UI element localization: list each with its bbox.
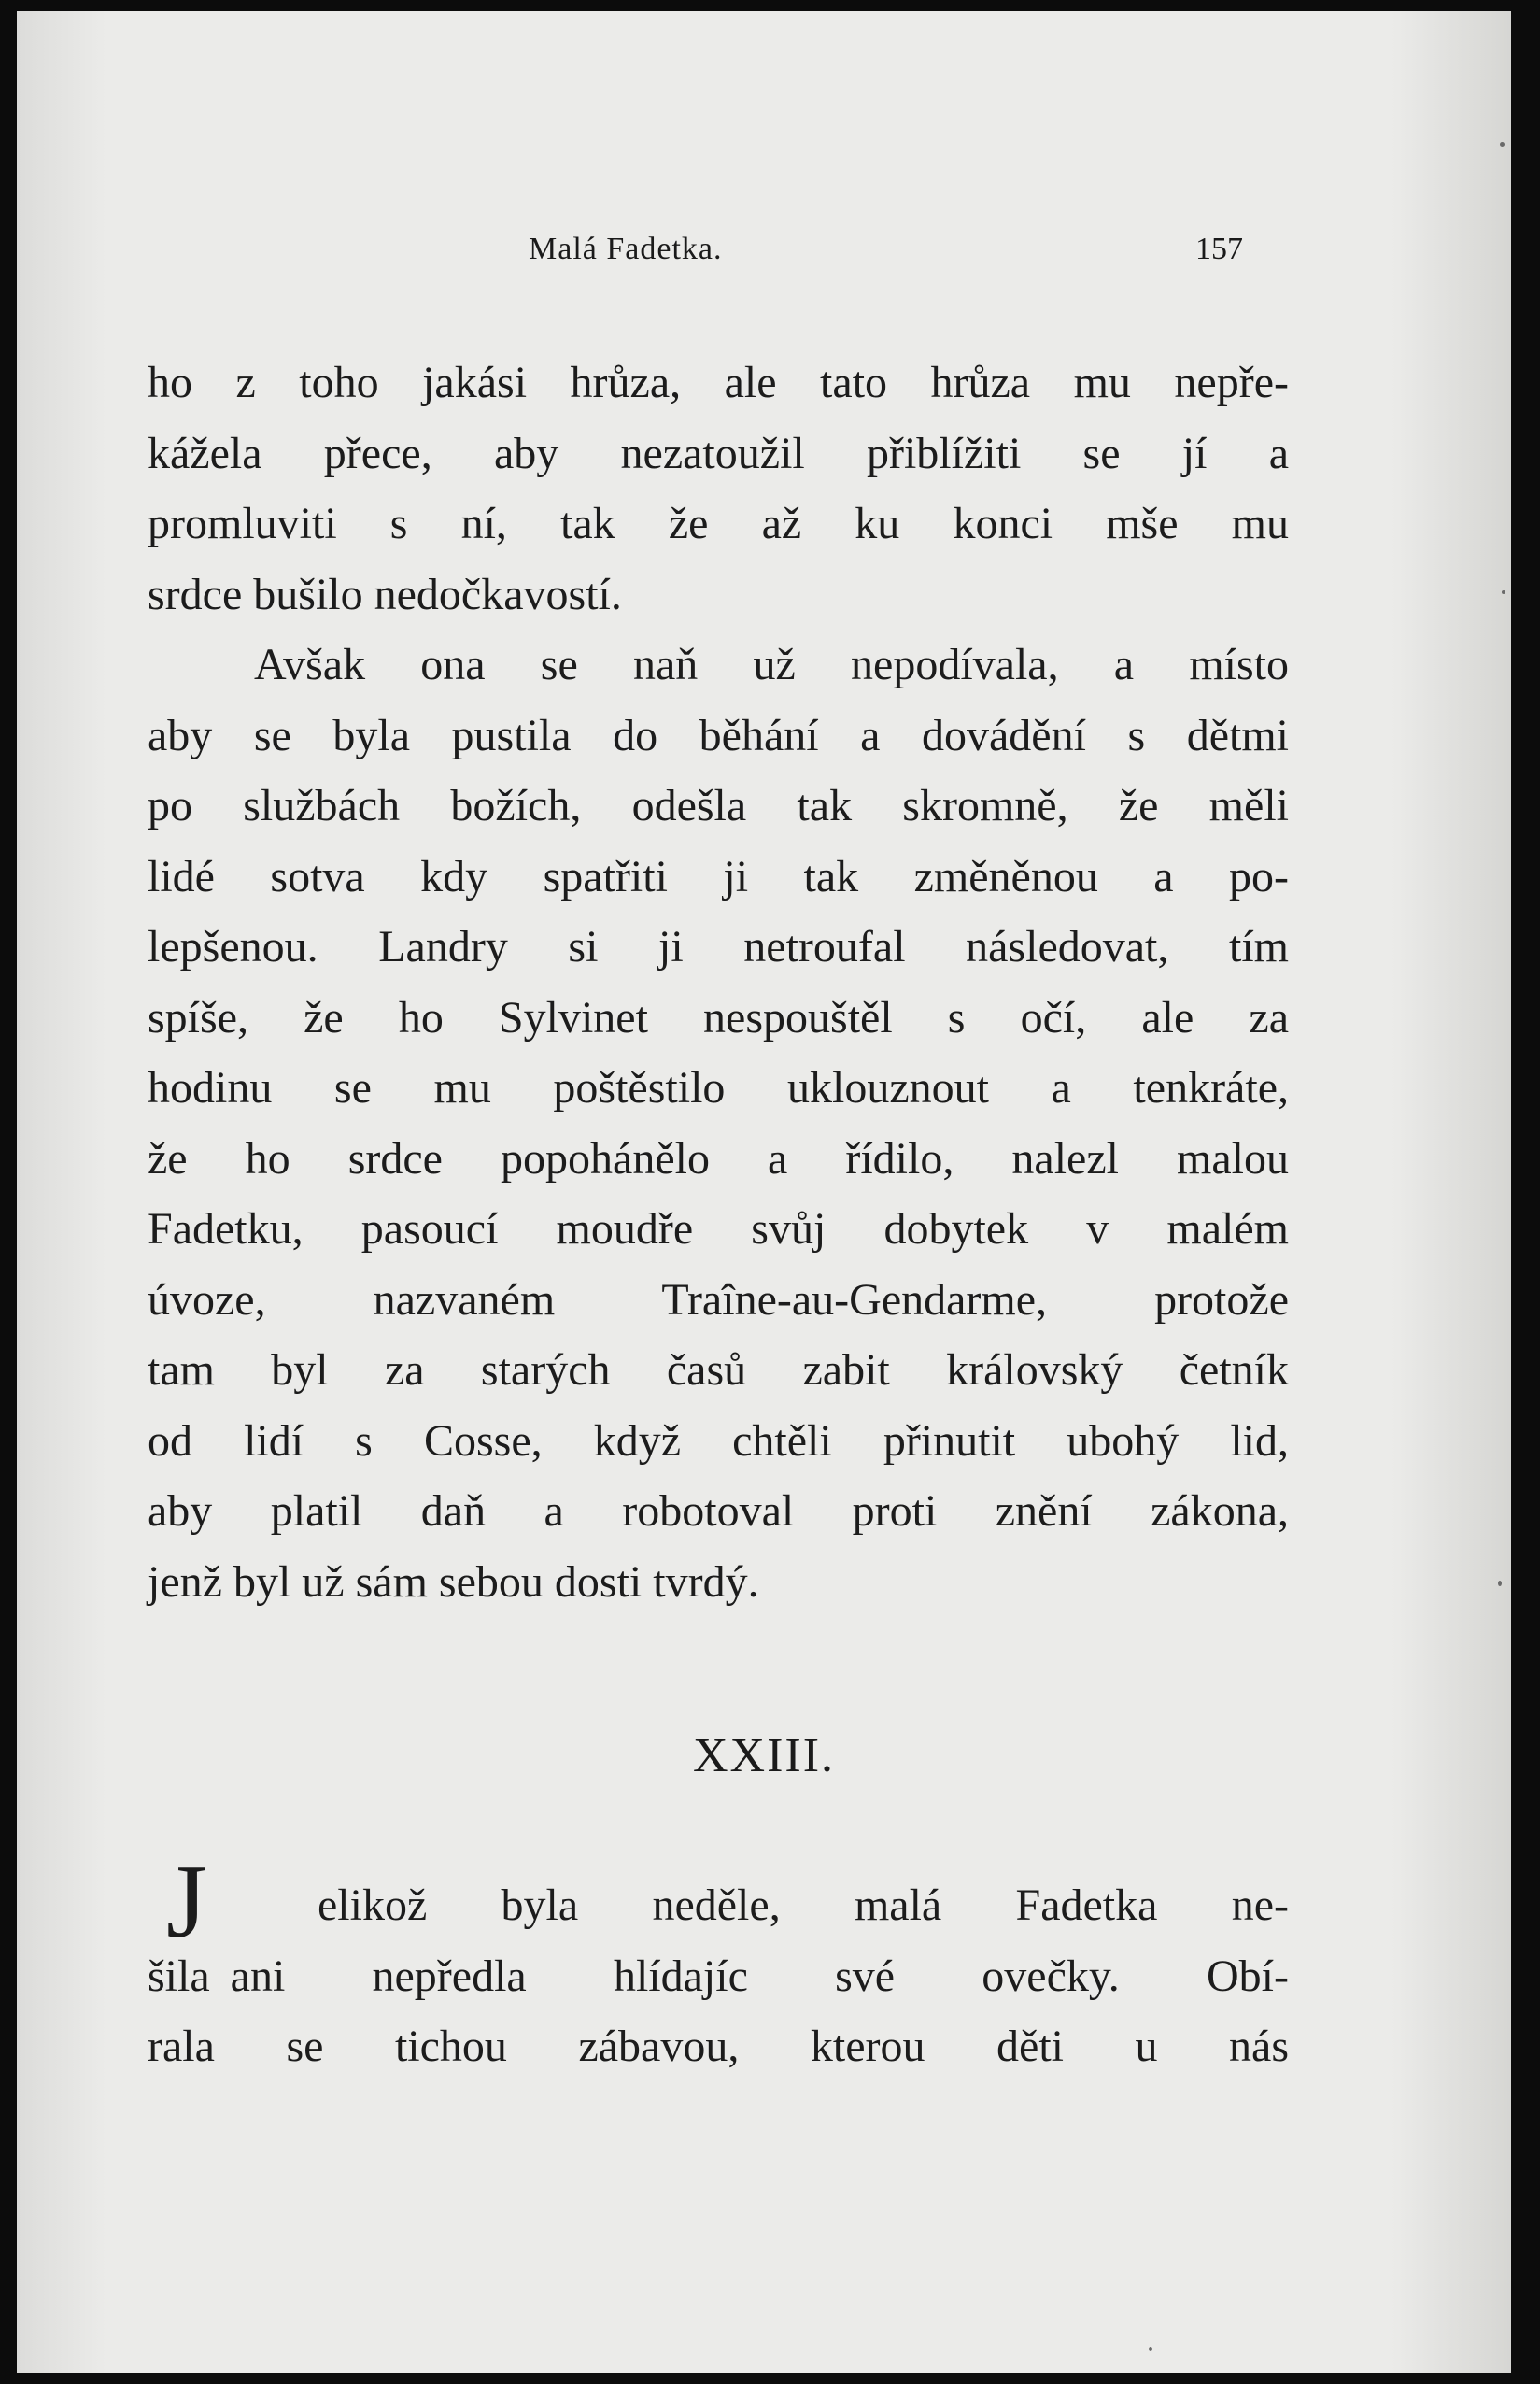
text-line: promluviti s ní, tak že až ku konci mše mu	[148, 499, 1289, 548]
paragraph-2	[148, 630, 1289, 1617]
text-line: lidé sotva kdy spatřiti ji tak změněnou a po-	[148, 851, 1289, 901]
book-page	[17, 11, 1511, 2373]
paper-speck	[1500, 142, 1505, 147]
drop-initial: J	[166, 1844, 207, 1960]
text-line: hodinu se mu poštěstilo uklouznout a tenkráte,	[148, 1063, 1289, 1113]
running-head	[17, 232, 1511, 277]
text-line: spíše, že ho Sylvinet nespouštěl s očí, ale za	[148, 992, 1289, 1043]
text-line: elikož byla neděle, malá Fadetka ne-	[318, 1880, 1289, 1930]
text-line	[148, 1941, 1289, 2012]
text-line: kážela přece, aby nezatoužil přiblížiti se jí a	[148, 428, 1289, 478]
text-line: Avšak ona se naň už nepodívala, a místo	[254, 640, 1289, 689]
text-line: úvoze, nazvaném Traîne-au-Gendarme, protože	[148, 1274, 1289, 1325]
text-line: aby se byla pustila do běhání a dovádění s dětmi	[148, 710, 1289, 760]
paper-speck	[1149, 2347, 1152, 2351]
text-fragment: ani nepředla hlídajíc své ovečky. Obí-	[230, 1951, 1289, 2001]
text-line: aby platil daň a robotoval proti znění zákona,	[148, 1486, 1289, 1536]
text-line: Fadetku, pasoucí moudře svůj dobytek v malém	[148, 1204, 1289, 1254]
paragraph-1	[148, 348, 1289, 630]
page-number: 157	[1195, 232, 1243, 266]
text-line: ho z toho jakási hrůza, ale tato hrůza mu nepře-	[148, 358, 1289, 407]
chapter-text	[148, 1870, 1289, 2082]
text-line: od lidí s Cosse, když chtěli přinutit ubohý lid,	[148, 1415, 1289, 1466]
text-line: že ho srdce popohánělo a řídilo, nalezl malou	[148, 1133, 1289, 1184]
text-line: po službách božích, odešla tak skromně, že měli	[148, 781, 1289, 830]
running-title: Malá Fadetka.	[529, 232, 723, 266]
text-line: rala se tichou zábavou, kterou děti u nás	[148, 2022, 1289, 2071]
text-line: srdce bušilo nedočkavostí.	[148, 569, 622, 619]
paper-speck	[1498, 1581, 1502, 1586]
text-line: tam byl za starých časů zabit královský četník	[148, 1345, 1289, 1395]
body-text	[148, 348, 1289, 1617]
text-line: jenž byl už sám sebou dosti tvrdý.	[148, 1556, 759, 1607]
paper-speck	[1502, 590, 1505, 594]
text-fragment: šila	[148, 1951, 210, 2001]
text-line: lepšenou. Landry si ji netroufal následovat, tím	[148, 922, 1289, 972]
chapter-heading: XXIII.	[692, 1729, 836, 1782]
